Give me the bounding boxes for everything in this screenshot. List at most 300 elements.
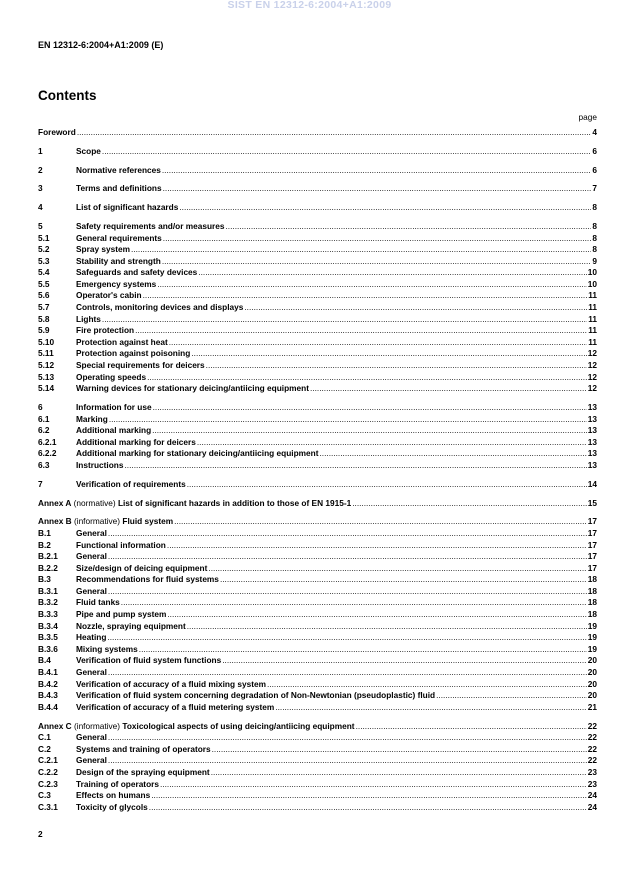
- toc-entry-leader-line: [76, 372, 597, 384]
- dot-leader: [211, 767, 587, 779]
- toc-entry-leader-line: [76, 165, 597, 177]
- toc-entry[interactable]: [38, 655, 597, 667]
- toc-entry[interactable]: [38, 632, 597, 644]
- dot-leader: [436, 690, 587, 702]
- toc-entry-title-text: Normative references: [76, 164, 161, 175]
- toc-entry-number: 1: [38, 145, 43, 156]
- dot-leader: [108, 755, 587, 767]
- toc-entry-number: B.3.6: [38, 643, 58, 654]
- dot-leader: [121, 597, 587, 609]
- toc-entry-title: [76, 679, 267, 691]
- toc-entry-title: [76, 644, 139, 656]
- dot-leader: [157, 279, 587, 291]
- toc-entry-number: 5.5: [38, 278, 50, 289]
- toc-entry-number: B.1: [38, 527, 51, 538]
- dot-leader: [167, 540, 587, 552]
- toc-entry-leader-line: [76, 146, 597, 158]
- dot-leader: [319, 448, 586, 460]
- toc-entry[interactable]: [38, 732, 597, 744]
- toc-entry-page: 21: [587, 701, 597, 712]
- dot-leader: [102, 146, 591, 158]
- toc-entry-page: 14: [587, 478, 597, 489]
- toc-entry-leader-line: [76, 290, 597, 302]
- toc-entry-title: [76, 732, 108, 744]
- toc-entry-title: [76, 448, 319, 460]
- toc-entry[interactable]: [38, 498, 597, 510]
- toc-entry-title: [38, 516, 174, 528]
- toc-entry-page: 13: [587, 413, 597, 424]
- toc-entry-title: [76, 609, 167, 621]
- toc-entry-page: 8: [592, 220, 597, 231]
- toc-entry-title-text: Protection against poisoning: [76, 348, 191, 359]
- dot-leader: [222, 655, 587, 667]
- toc-entry[interactable]: [38, 779, 597, 791]
- toc-entry[interactable]: [38, 667, 597, 679]
- toc-entry-title-text: Terms and definitions: [76, 183, 162, 194]
- toc-entry-page: 8: [592, 202, 597, 213]
- toc-entry[interactable]: [38, 679, 597, 691]
- toc-entry-title-text: Special requirements for deicers: [76, 360, 205, 371]
- toc-entry-page: 13: [587, 436, 597, 447]
- annex-type-label: (normative): [71, 497, 118, 508]
- toc-entry-title-text: Operating speeds: [76, 371, 147, 382]
- toc-entry-title-text: Verification of fluid system functions: [76, 655, 222, 666]
- toc-entry-page: 17: [587, 551, 597, 562]
- toc-entry-number: 5.3: [38, 255, 50, 266]
- toc-entry[interactable]: [38, 479, 597, 491]
- dot-leader: [108, 551, 587, 563]
- toc-entry-leader-line: [76, 690, 597, 702]
- dot-leader: [244, 302, 587, 314]
- toc-entry-title: [76, 779, 160, 791]
- toc-entry-leader-line: [76, 744, 597, 756]
- toc-entry[interactable]: [38, 563, 597, 575]
- toc-entry-title: [76, 425, 152, 437]
- toc-entry-page: 11: [588, 336, 597, 347]
- toc-entry-number: 5.4: [38, 267, 50, 278]
- toc-entry-title-text: Toxicity of glycols: [76, 801, 148, 812]
- dot-leader: [77, 127, 592, 139]
- toc-entry[interactable]: [38, 586, 597, 598]
- dot-leader: [162, 256, 592, 268]
- toc-entry-leader-line: [76, 609, 597, 621]
- toc-entry-page: 12: [587, 348, 597, 359]
- toc-entry[interactable]: [38, 516, 597, 528]
- dot-leader: [352, 498, 587, 510]
- toc-entry-page: 17: [587, 562, 597, 573]
- toc-entry-page: 22: [587, 743, 597, 754]
- toc-entry[interactable]: [38, 146, 597, 158]
- toc-entry-page: 13: [587, 448, 597, 459]
- toc-entry-title-text: Additional marking for stationary deicing/antiicing equipment: [76, 448, 319, 459]
- toc-entry[interactable]: [38, 744, 597, 756]
- toc-entry-leader-line: [76, 528, 597, 540]
- toc-entry-number: B.3.2: [38, 597, 58, 608]
- toc-entry-title: [76, 146, 102, 158]
- toc-entry-page: 13: [587, 459, 597, 470]
- toc-entry-title-text: Size/design of deicing equipment: [76, 562, 208, 573]
- toc-entry-page: 18: [587, 585, 597, 596]
- toc-entry-page: 11: [588, 325, 597, 336]
- toc-entry-number: 4: [38, 202, 43, 213]
- toc-entry-title-text: Nozzle, spraying equipment: [76, 620, 186, 631]
- dot-leader: [160, 779, 587, 791]
- toc-entry-page: 6: [592, 145, 597, 156]
- toc-entry[interactable]: [38, 279, 597, 291]
- toc-entry-number: C.1: [38, 732, 51, 743]
- toc-entry-number: 5.9: [38, 325, 50, 336]
- dot-leader: [147, 372, 587, 384]
- toc-entry[interactable]: [38, 202, 597, 214]
- toc-entry-number: C.2.1: [38, 755, 58, 766]
- annex-title: Toxicological aspects of using deicing/antiicing equipment: [122, 720, 355, 731]
- toc-entry-page: 20: [587, 690, 597, 701]
- toc-entry[interactable]: [38, 644, 597, 656]
- dot-leader: [179, 202, 591, 214]
- toc-entry[interactable]: [38, 360, 597, 372]
- toc-entry-title: [76, 314, 102, 326]
- toc-entry-title: [76, 479, 187, 491]
- toc-entry-leader-line: [38, 127, 597, 139]
- toc-entry-title: [76, 233, 163, 245]
- toc-entry-title-text: Heating: [76, 632, 107, 643]
- toc-entry-leader-line: [76, 574, 597, 586]
- toc-entry-title: [76, 267, 198, 279]
- toc-entry-leader-line: [76, 767, 597, 779]
- toc-entry-page: 13: [587, 425, 597, 436]
- toc-entry-page: 19: [587, 643, 597, 654]
- toc-entry-number: B.2: [38, 539, 51, 550]
- toc-entry[interactable]: [38, 460, 597, 472]
- toc-entry[interactable]: [38, 437, 597, 449]
- toc-entry-number: C.3: [38, 790, 51, 801]
- toc-entry-number: 5.12: [38, 360, 55, 371]
- toc-entry-leader-line: [76, 540, 597, 552]
- dot-leader: [310, 383, 587, 395]
- dot-leader: [212, 744, 587, 756]
- toc-entry-title: [76, 460, 124, 472]
- toc-entry[interactable]: [38, 290, 597, 302]
- dot-leader: [191, 348, 586, 360]
- toc-entry-leader-line: [38, 721, 597, 733]
- dot-leader: [169, 337, 587, 349]
- toc-entry-leader-line: [76, 221, 597, 233]
- dot-leader: [225, 221, 591, 233]
- toc-entry-number: 6.1: [38, 413, 50, 424]
- toc-entry[interactable]: [38, 233, 597, 245]
- toc-entry-title: [76, 337, 169, 349]
- toc-entry-number: 5: [38, 220, 43, 231]
- toc-entry-leader-line: [76, 425, 597, 437]
- toc-entry-title-text: Spray system: [76, 244, 130, 255]
- toc-entry-number: 6.2.2: [38, 448, 57, 459]
- toc-entry-leader-line: [76, 202, 597, 214]
- toc-entry-title-text: Verification of accuracy of a fluid metering system: [76, 701, 275, 712]
- toc-entry-title: [76, 244, 131, 256]
- toc-entry-page: 22: [587, 720, 597, 731]
- toc-entry[interactable]: [38, 383, 597, 395]
- toc-entry[interactable]: [38, 767, 597, 779]
- toc-entry[interactable]: [38, 609, 597, 621]
- dot-leader: [208, 563, 586, 575]
- dot-leader: [109, 414, 587, 426]
- toc-entry[interactable]: [38, 790, 597, 802]
- toc-entry-title-text: Recommendations for fluid systems: [76, 574, 219, 585]
- dot-leader: [135, 325, 587, 337]
- toc-entry-title-text: Emergency systems: [76, 278, 157, 289]
- toc-entry-leader-line: [76, 244, 597, 256]
- toc-entry-title: [76, 290, 143, 302]
- toc-entry-page: 12: [587, 360, 597, 371]
- toc-entry-title: [76, 621, 187, 633]
- toc-entry-page: 18: [587, 609, 597, 620]
- toc-entry-title: [76, 360, 206, 372]
- toc-entry-leader-line: [76, 460, 597, 472]
- watermark: SIST EN 12312-6:2004+A1:2009: [227, 0, 392, 11]
- toc-entry-title: [76, 221, 225, 233]
- toc-entry[interactable]: [38, 372, 597, 384]
- toc-entry-number: C.2.3: [38, 778, 58, 789]
- toc-entry-title-text: Lights: [76, 313, 101, 324]
- dot-leader: [139, 644, 587, 656]
- toc-entry-number: B.3.5: [38, 632, 58, 643]
- toc-entry-title: [76, 802, 149, 814]
- toc-entry-number: B.4.4: [38, 701, 58, 712]
- toc-entry[interactable]: [38, 528, 597, 540]
- toc-entry-title: [38, 498, 352, 510]
- toc-entry-title-text: Training of operators: [76, 778, 159, 789]
- toc-entry-title-text: General: [76, 732, 107, 743]
- document-id: EN 12312-6:2004+A1:2009 (E): [38, 40, 164, 50]
- toc-entry-title-text: General requirements: [76, 232, 162, 243]
- dot-leader: [149, 802, 587, 814]
- toc-entry-leader-line: [76, 337, 597, 349]
- toc-entry-title-text: Information for use: [76, 402, 152, 412]
- toc-entry-leader-line: [76, 702, 597, 714]
- dot-leader: [356, 721, 587, 733]
- dot-leader: [108, 528, 587, 540]
- toc-entry-title-text: Instructions: [76, 459, 124, 470]
- toc-entry-number: 6: [38, 402, 43, 412]
- toc-entry-title-text: General: [76, 551, 107, 562]
- toc-entry-leader-line: [76, 233, 597, 245]
- annex-title: Fluid system: [122, 516, 174, 527]
- toc-entry-leader-line: [76, 732, 597, 744]
- dot-leader: [174, 516, 587, 528]
- toc-entry-title: [76, 202, 179, 214]
- toc-entry-title-text: Verification of requirements: [76, 478, 186, 489]
- toc-entry-page: 23: [587, 778, 597, 789]
- toc-entry-page: 18: [587, 574, 597, 585]
- toc-entry-page: 8: [592, 232, 597, 243]
- toc-entry-page: 18: [587, 597, 597, 608]
- toc-entry-title: [76, 256, 162, 268]
- toc-entry-leader-line: [76, 802, 597, 814]
- toc-entry-page: 15: [587, 497, 597, 508]
- toc-entry-leader-line: [76, 586, 597, 598]
- toc-entry-title: [76, 597, 121, 609]
- toc-entry-title-text: General: [76, 585, 107, 596]
- dot-leader: [163, 233, 592, 245]
- toc-entry[interactable]: [38, 314, 597, 326]
- toc-entry-leader-line: [76, 325, 597, 337]
- toc-entry-leader-line: [76, 563, 597, 575]
- toc-entry-number: B.3.1: [38, 585, 58, 596]
- toc-entry-title-text: Verification of fluid system concerning degradation of Non-Newtonian (pseudoplastic) fluid: [76, 690, 436, 701]
- toc-entry-number: 5.2: [38, 244, 50, 255]
- toc-entry-number: C.2.2: [38, 766, 58, 777]
- toc-entry-title: [76, 702, 275, 714]
- toc-entry-number: 5.14: [38, 383, 55, 394]
- toc-entry-title: [76, 690, 436, 702]
- toc-entry-leader-line: [76, 183, 597, 195]
- toc-entry-page: 20: [587, 678, 597, 689]
- toc-entry-title-text: Fire protection: [76, 325, 135, 336]
- toc-entry-title-text: Protection against heat: [76, 336, 168, 347]
- toc-entry-leader-line: [76, 267, 597, 279]
- toc-entry-leader-line: [76, 679, 597, 691]
- toc-entry-page: 19: [587, 632, 597, 643]
- toc-entry-page: 4: [592, 127, 597, 137]
- toc-entry-leader-line: [76, 256, 597, 268]
- toc-entry-number: 2: [38, 164, 43, 175]
- toc-entry[interactable]: [38, 414, 597, 426]
- toc-entry-page: 8: [592, 244, 597, 255]
- dot-leader: [220, 574, 587, 586]
- toc-entry[interactable]: [38, 127, 597, 139]
- toc-entry[interactable]: [38, 221, 597, 233]
- toc-entry-title: [76, 183, 163, 195]
- dot-leader: [108, 732, 587, 744]
- toc-entry-leader-line: [76, 383, 597, 395]
- toc-entry-number: B.3.4: [38, 620, 58, 631]
- dot-leader: [187, 479, 587, 491]
- toc-entry-number: B.4.2: [38, 678, 58, 689]
- toc-entry-title-text: Design of the spraying equipment: [76, 766, 210, 777]
- toc-entry-page: 17: [587, 539, 597, 550]
- dot-leader: [153, 402, 587, 414]
- dot-leader: [167, 609, 586, 621]
- toc-entry[interactable]: [38, 802, 597, 814]
- toc-entry-page: 17: [587, 516, 597, 527]
- toc-entry-leader-line: [76, 632, 597, 644]
- toc-entry-number: 5.10: [38, 336, 55, 347]
- toc-entry-leader-line: [76, 655, 597, 667]
- toc-entry-page: 12: [587, 371, 597, 382]
- toc-entry-page: 24: [587, 801, 597, 812]
- toc-entry-title-text: Operator's cabin: [76, 290, 142, 301]
- dot-leader: [108, 667, 587, 679]
- toc-entry-title-text: Verification of accuracy of a fluid mixing system: [76, 678, 266, 689]
- toc-entry-title-text: General: [76, 667, 107, 678]
- toc-entry-number: 5.13: [38, 371, 55, 382]
- dot-leader: [108, 586, 587, 598]
- toc-entry-leader-line: [76, 348, 597, 360]
- toc-entry-number: B.3.3: [38, 609, 58, 620]
- toc-entry-title: [76, 302, 244, 314]
- toc-entry-leader-line: [76, 597, 597, 609]
- toc-entry-number: 6.3: [38, 459, 50, 470]
- toc-entry[interactable]: [38, 597, 597, 609]
- toc-entry-page: 24: [587, 790, 597, 801]
- toc-entry-number: 6.2.1: [38, 436, 57, 447]
- toc-entry-number: B.4.1: [38, 667, 58, 678]
- toc-entry-page: 20: [587, 667, 597, 678]
- toc-entry[interactable]: [38, 702, 597, 714]
- toc-entry-title-text: Systems and training of operators: [76, 743, 211, 754]
- toc-entry-title: [76, 437, 197, 449]
- toc-entry[interactable]: [38, 244, 597, 256]
- toc-entry[interactable]: [38, 425, 597, 437]
- toc-entry[interactable]: [38, 325, 597, 337]
- toc-entry[interactable]: [38, 348, 597, 360]
- toc-entry-leader-line: [76, 448, 597, 460]
- toc-entry-number: 5.1: [38, 232, 50, 243]
- toc-entry[interactable]: [38, 256, 597, 268]
- dot-leader: [107, 632, 586, 644]
- toc-entry[interactable]: [38, 540, 597, 552]
- toc-entry[interactable]: [38, 574, 597, 586]
- toc-entry[interactable]: [38, 551, 597, 563]
- toc-entry-title: [76, 755, 108, 767]
- toc-entry-leader-line: [76, 314, 597, 326]
- toc-entry-title-text: Safeguards and safety devices: [76, 267, 198, 278]
- toc-entry-page: 22: [587, 732, 597, 743]
- page-title: Contents: [38, 88, 97, 103]
- toc-entry-title: [76, 540, 167, 552]
- toc-entry[interactable]: [38, 690, 597, 702]
- toc-entry[interactable]: [38, 402, 597, 414]
- dot-leader: [163, 183, 592, 195]
- toc-entry-number: 5.6: [38, 290, 50, 301]
- toc-entry[interactable]: [38, 448, 597, 460]
- dot-leader: [187, 621, 587, 633]
- toc-entry-leader-line: [76, 302, 597, 314]
- toc-entry-leader-line: [38, 516, 597, 528]
- toc-entry[interactable]: [38, 621, 597, 633]
- toc-entry-leader-line: [76, 790, 597, 802]
- toc-entry[interactable]: [38, 721, 597, 733]
- toc-entry-title-text: Warning devices for stationary deicing/antiicing equipment: [76, 383, 309, 394]
- dot-leader: [143, 290, 588, 302]
- toc-entry[interactable]: [38, 183, 597, 195]
- toc-entry-number: 5.8: [38, 313, 50, 324]
- toc-entry-title: [76, 767, 211, 779]
- toc-entry[interactable]: [38, 337, 597, 349]
- dot-leader: [152, 425, 587, 437]
- dot-leader: [198, 267, 586, 279]
- toc-entry-title: [76, 632, 107, 644]
- toc-entry-title: [76, 325, 135, 337]
- toc-entry-number: B.2.2: [38, 562, 58, 573]
- toc-entry-page: 11: [588, 302, 597, 313]
- toc-entry[interactable]: [38, 755, 597, 767]
- toc-entry[interactable]: [38, 165, 597, 177]
- toc-entry[interactable]: [38, 267, 597, 279]
- toc-entry-title: [76, 414, 109, 426]
- toc-entry-title-text: Stability and strength: [76, 255, 161, 266]
- toc-entry[interactable]: [38, 302, 597, 314]
- toc-entry-title: [76, 383, 310, 395]
- dot-leader: [275, 702, 586, 714]
- dot-leader: [267, 679, 587, 691]
- toc-entry-title-text: General: [76, 527, 107, 538]
- toc-entry-leader-line: [76, 360, 597, 372]
- toc-entry-leader-line: [76, 414, 597, 426]
- toc-entry-title-text: Foreword: [38, 127, 76, 137]
- toc-entry-number: C.3.1: [38, 801, 58, 812]
- toc-entry-page: 10: [587, 278, 597, 289]
